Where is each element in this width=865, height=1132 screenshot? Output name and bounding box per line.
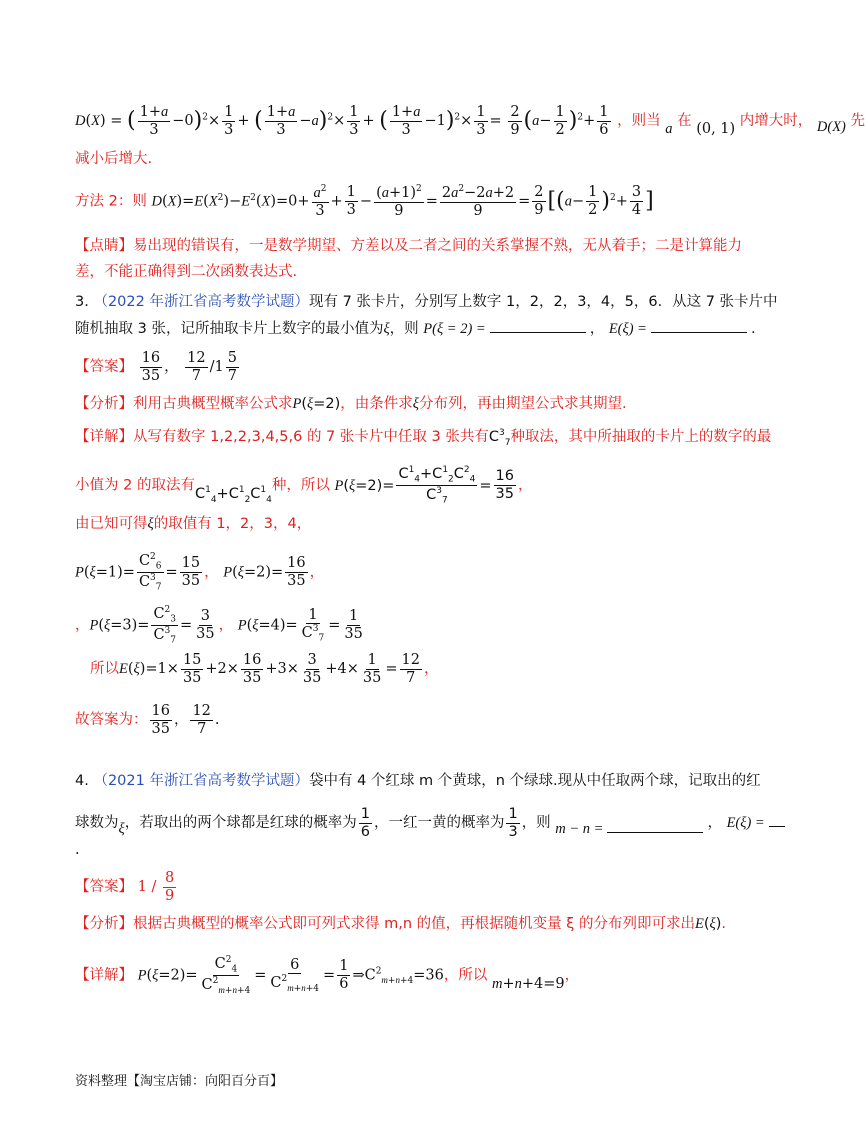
q4-stem-1: 袋中有 4 个红球 m 个黄球，n 个绿球.现从中任取两个球，记取出的红 — [308, 773, 761, 789]
q3-detail2-a: 小值为 2 的取法有 — [75, 477, 195, 494]
q3-values-text: 由已知可得 — [75, 516, 148, 532]
q4-stem-2c: ，一红一黄的概率为 — [373, 815, 505, 832]
q3-final-line: 故答案为： $\frac{16}{35}$ ， $\frac{12}{7}$ . — [75, 703, 220, 737]
q4-detail-line: 【详解】 P(ξ=2)= $\frac{C^2_4}{C^2_{m+n+4}}$ = $\frac{6}{C^2_{m+n+4}}$ = $\frac{1}{6}$ $\Rightarrow C^2_{m+n+4}=36$，所以 m+n+4=9， — [75, 955, 580, 996]
q3-values-text2: 的取值有 1，2，3，4， — [153, 516, 312, 532]
q3-blank-1[interactable] — [490, 331, 586, 333]
conclusion-line: 减小后增大. — [75, 151, 153, 167]
tip-label: 【点睛】 — [75, 238, 133, 254]
q3-analysis-label: 【分析】 — [75, 396, 133, 412]
q4-number: 4. — [75, 773, 89, 789]
q4-analysis-text: 根据古典概型的概率公式即可列式求得 m,n 的值，再根据随机变量 ξ 的分布列即可求出 — [133, 916, 695, 932]
q3-p-expr: P(ξ = 2) = — [423, 321, 486, 337]
q4-detail-tail: ，所以 — [443, 967, 488, 984]
q3-stem-2a: 随机抽取 3 张，记所抽取卡片上数字的最小值为 — [75, 321, 384, 337]
q3-final-label: 故答案为： — [75, 712, 148, 729]
increase-text: 内增大时， — [739, 113, 813, 130]
q4-stem-2a: 球数为 — [75, 815, 119, 832]
condition-text: ，则当 — [617, 113, 661, 130]
q3-values-line: 由已知可得ξ的取值有 1，2，3，4， — [75, 516, 312, 532]
q3-detail-line-2: 小值为 2 的取法有$C^1_4+C^1_2C^1_4$种，所以 P(ξ=2)= $\frac{C^1_4+C^1_2C^2_4}{C^3_7}$ = $\frac{16}{35}$ ， — [75, 465, 533, 506]
q4-analysis-label: 【分析】 — [75, 916, 133, 932]
q4-answer-frac: $\frac{8}{9}$ — [164, 870, 175, 904]
q3-analysis-a: 利用古典概型概率公式求 — [133, 396, 293, 412]
q3-answer-1: $\frac{16}{35}$ — [141, 350, 161, 384]
q3-stem-1: 现有 7 张卡片，分别写上数字 1，2，2，3，4，5，6．从这 7 张卡片中 — [308, 294, 778, 310]
tip-line-1 — [75, 238, 740, 255]
q4-mn: m − n = — [555, 821, 604, 838]
q3-detail-b: 种取法，其中所抽取的卡片上的数字的最 — [510, 428, 772, 445]
dx-label: D(X) — [816, 119, 846, 136]
q3-line-2: 随机抽取 3 张，记所抽取卡片上数字的最小值为ξ，则 P(ξ = 2) = ， E(ξ) = . — [75, 321, 756, 337]
q3-blank-2[interactable] — [651, 331, 747, 333]
q4-answer-line: 【答案】 1 / $\frac{8}{9}$ — [75, 870, 175, 904]
q3-detail-a: 从写有数字 1,2,2,3,4,5,6 的 7 张卡片中任取 3 张共有 — [133, 428, 489, 445]
q3-analysis-c: 分布列，再由期望公式求其期望. — [419, 396, 627, 412]
method2-line: 方法 2：则 $D(X)=E(X^2)-E^2(X)=0+$ $\frac{a^2}{3}$ + $\frac{1}{3}$ − $\frac{(a+1)^2}{9}$ = $\frac{2a^2-2a+2}{9}$ = $\frac{2}{9}$ [(a− $\frac{1}{2}$ )$^2$+ $\frac{3}{4}$ ] — [75, 184, 654, 219]
q4-blank-2[interactable] — [769, 825, 785, 827]
tip-line-2: 差，不能正确得到二次函数表达式. — [75, 264, 298, 280]
q4-answer-label: 【答案】 — [75, 879, 133, 896]
q3-answer-label: 【答案】 — [75, 359, 133, 376]
q3-number: 3. — [75, 294, 89, 310]
q4-blank-1[interactable] — [607, 831, 703, 833]
method2-label: 方法 2：则 — [75, 193, 147, 210]
tip-text-1: 易出现的错误有，一是数学期望、方差以及二者之间的关系掌握不熟，无从着手；二是计算能力 — [133, 238, 742, 254]
q4-line-1 — [75, 773, 761, 790]
var-a: a — [665, 121, 673, 138]
q4-dot: . — [75, 842, 80, 858]
q3-line-1 — [75, 294, 778, 311]
q3-answer-2: $\frac{12}{7}$ — [187, 350, 206, 384]
q3-detail-label: 【详解】 — [75, 428, 133, 445]
q4-stem-2b: ，若取出的两个球都是红球的概率为 — [124, 815, 357, 832]
variance-formula-line: D(X) = ( $\frac{1+a}{3}$ −0)$^2$× $\frac{1}{3}$ + ( $\frac{1+a}{3}$ −a)$^2$× $\frac{1}{3}$ + ( $\frac{1+a}{3}$ −1)$^2$× $\frac{1}{3}$ = $\frac{2}{9}$ (a− $\frac{1}{2}$ )$^2$+ $\frac{1}{6}$ ，则当 a 在 (0, 1) 内增大时， D(X) 先 — [75, 104, 865, 138]
footer: 资料整理【淘宝店铺：向阳百分百】 — [75, 1074, 284, 1089]
q3-e-expr: E(ξ) = — [608, 321, 647, 337]
q4-stem-2d: ，则 — [521, 815, 551, 832]
q3-stem-2b: ，则 — [389, 321, 419, 337]
q3-prob-line-2: ，P(ξ=3)= $\frac{C^2_3}{C^3_7}$ = $\frac{3}{35}$ ， P(ξ=4)= $\frac{1}{C^3_7}$ = $\frac{1}{35}$ — [75, 605, 363, 646]
q4-eq: E(ξ) = — [726, 815, 765, 832]
q3-prob-line-1: P(ξ=1)= $\frac{C^2_6}{C^3_7}$ = $\frac{15}{35}$ ， P(ξ=2)= $\frac{16}{35}$ ， — [75, 552, 325, 593]
word-in: 在 — [677, 113, 692, 130]
q4-source: （2021 年浙江省高考数学试题） — [93, 773, 309, 789]
interval: (0, 1) — [696, 121, 736, 138]
q3-detail-line-1: 【详解】从写有数字 1,2,2,3,4,5,6 的 7 张卡片中任取 3 张共有$C^3_7$种取法，其中所抽取的卡片上的数字的最 — [75, 428, 772, 448]
q4-line-2: 球数为ξ，若取出的两个球都是红球的概率为 $\frac{1}{6}$ ，一红一黄的概率为 $\frac{1}{3}$ ，则 m − n = ， E(ξ) = — [75, 806, 740, 840]
q3-answer-line: 【答案】 $\frac{16}{35}$ ， $\frac{12}{7}$ /1 $\frac{5}{7}$ — [75, 350, 237, 384]
q3-analysis-b: ，由条件求 — [340, 396, 413, 412]
q4-detail-label: 【详解】 — [75, 967, 133, 984]
tail-text: 先 — [850, 113, 865, 130]
q3-source: （2022 年浙江省高考数学试题） — [93, 294, 309, 310]
q3-end: . — [750, 321, 756, 337]
q3-detail2-b: 种，所以 — [271, 477, 330, 494]
q4-analysis-line: 【分析】根据古典概型的概率公式即可列式求得 m,n 的值，再根据随机变量 ξ 的分布列即可求出E(ξ). — [75, 916, 726, 932]
q3-so-text: 所以 — [90, 661, 119, 678]
q3-expectation-line: 所以E(ξ)=1× $\frac{15}{35}$ +2× $\frac{16}{35}$ +3× $\frac{3}{35}$ +4× $\frac{1}{35}$ = $\frac{12}{7}$ ， — [90, 652, 439, 686]
q3-analysis-line: 【分析】利用古典概型概率公式求P(ξ=2)，由条件求ξ分布列，再由期望公式求其期望. — [75, 396, 627, 412]
